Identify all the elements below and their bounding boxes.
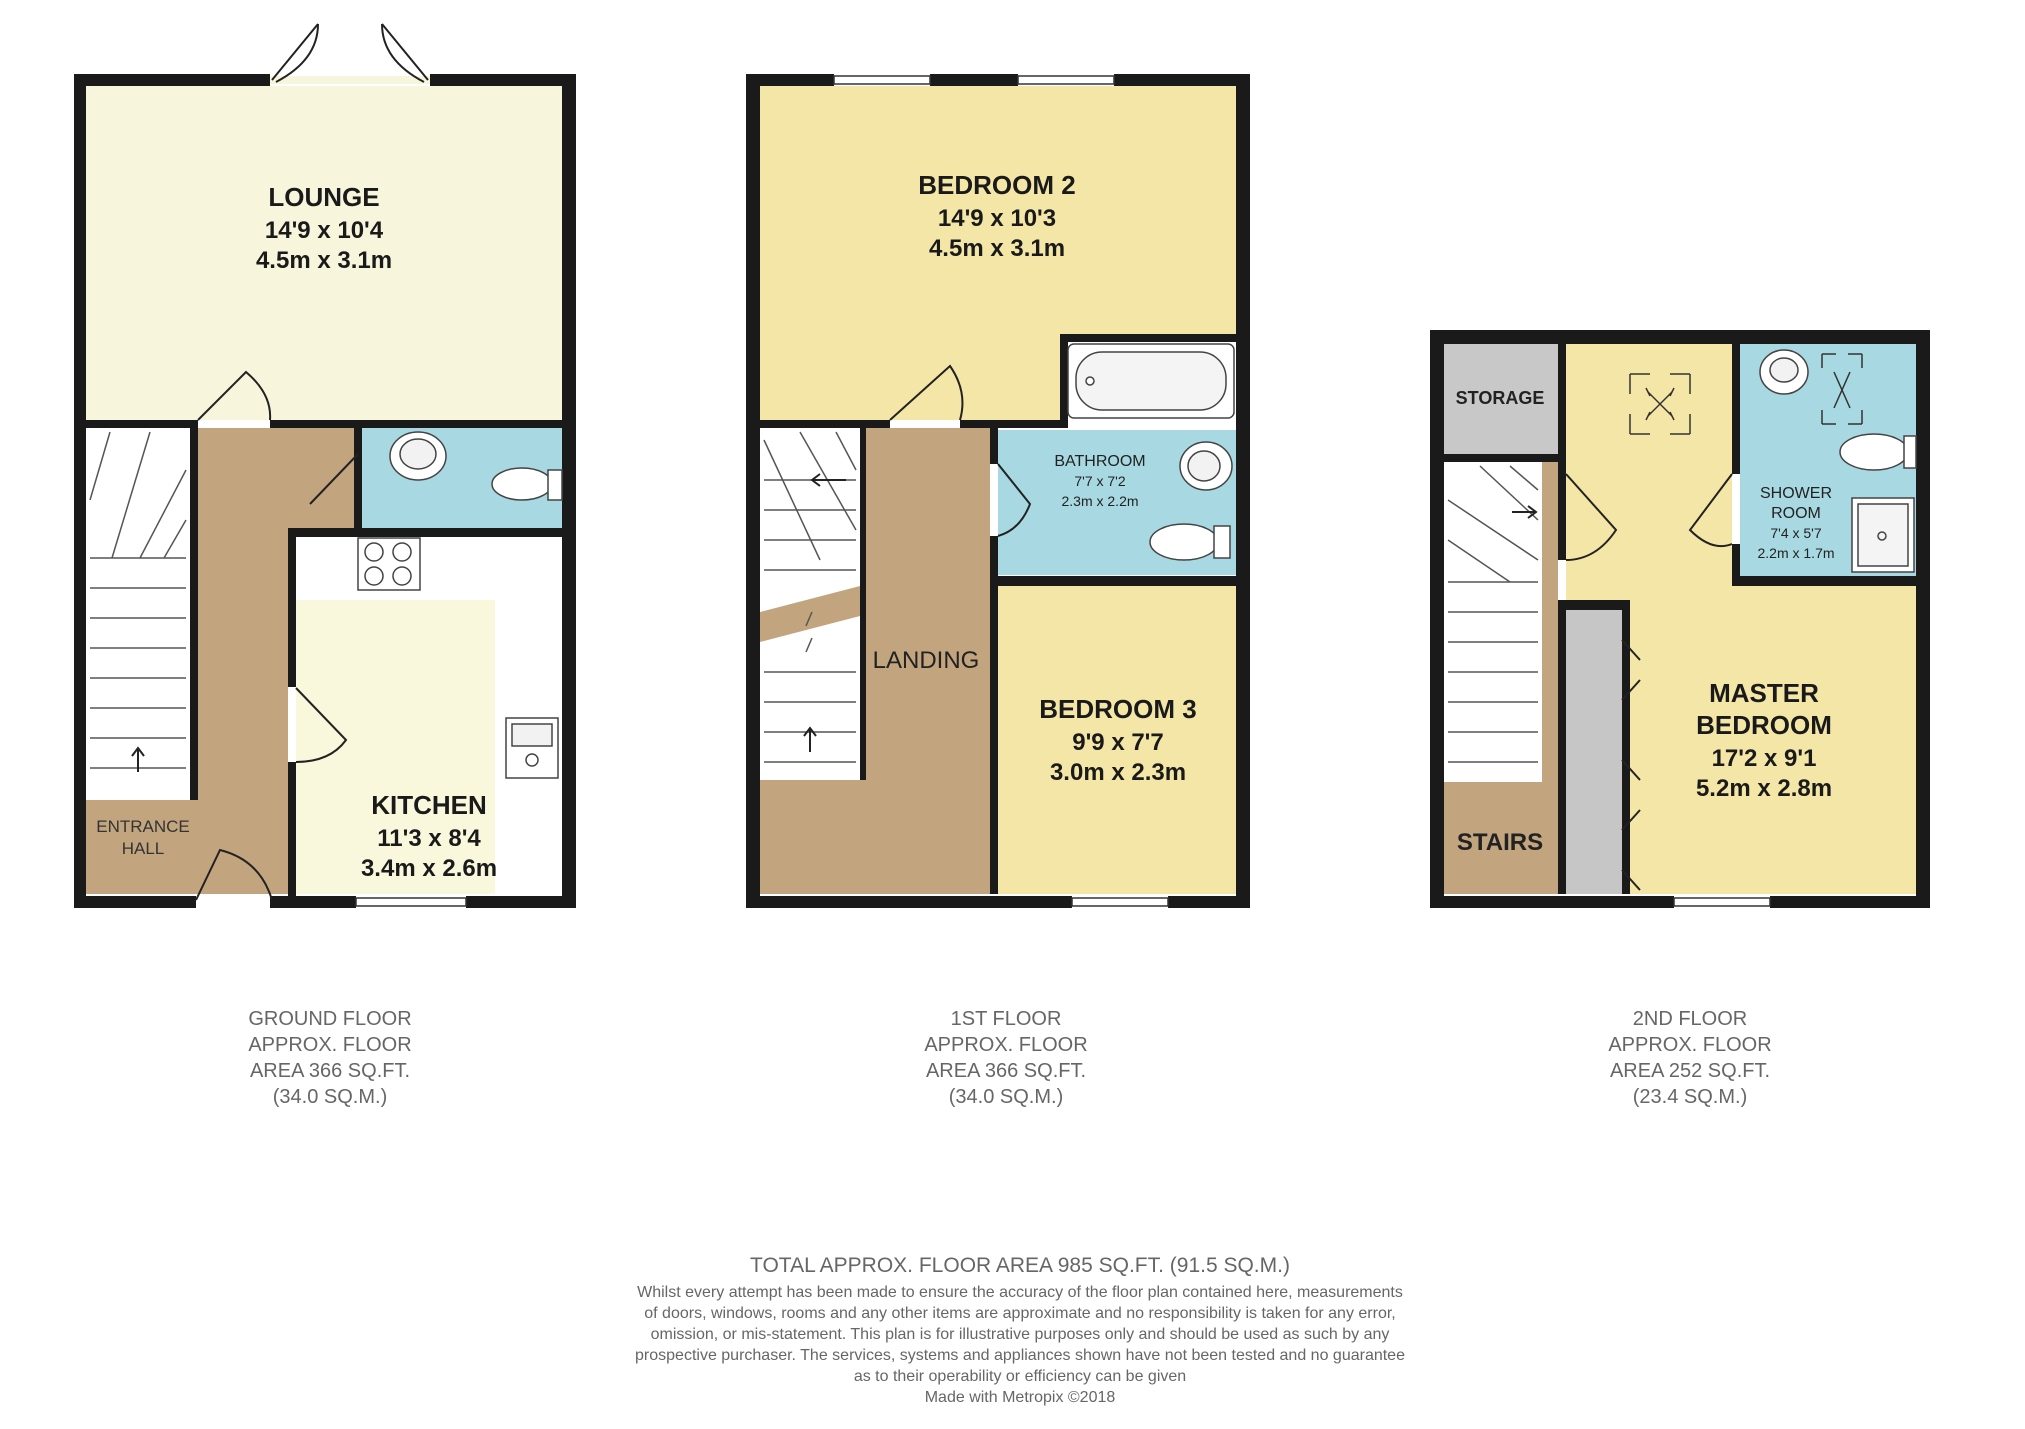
lounge-name: LOUNGE <box>268 182 380 212</box>
disclaimer <box>500 1282 1540 1408</box>
master-bedroom-line1: MASTER <box>1709 678 1819 708</box>
disclaimer-line: prospective purchaser. The services, systems and appliances shown have not been tested and no guarantee <box>635 1347 1405 1364</box>
landing-name: LANDING <box>872 647 980 674</box>
second-floor-caption <box>1560 1006 1820 1110</box>
master-bedroom-metric: 5.2m x 2.8m <box>1695 775 1833 802</box>
kitchen-metric: 3.4m x 2.6m <box>360 855 498 882</box>
lounge-imperial: 14'9 x 10'4 <box>264 217 384 244</box>
storage-name: STORAGE <box>1455 388 1545 408</box>
bathroom-name: BATHROOM <box>1054 453 1146 470</box>
shower-room-imperial: 7'4 x 5'7 <box>1770 525 1822 541</box>
bedroom-3-metric: 3.0m x 2.3m <box>1049 759 1187 786</box>
ground-stairs <box>86 428 190 798</box>
bedroom-2-metric: 4.5m x 3.1m <box>928 235 1066 262</box>
master-bedroom-line2: BEDROOM <box>1696 710 1832 740</box>
bathroom-metric: 2.3m x 2.2m <box>1061 493 1139 509</box>
total-floor-area: TOTAL APPROX. FLOOR AREA 985 SQ.FT. (91.5 SQ.M.) <box>750 1254 1290 1277</box>
second-floor-plan <box>1430 330 1930 908</box>
bedroom-2-imperial: 14'9 x 10'3 <box>937 205 1057 232</box>
entrance-hall-line1: ENTRANCE <box>96 817 190 836</box>
kitchen-name: KITCHEN <box>371 790 487 820</box>
shower-room-line1: SHOWER <box>1760 485 1832 502</box>
caption-line: APPROX. FLOOR <box>924 1034 1088 1056</box>
shower-toilet-icon <box>1840 434 1908 470</box>
first-floor-caption <box>876 1006 1136 1110</box>
stairs-name: STAIRS <box>1456 829 1544 856</box>
shower-room-line2: ROOM <box>1771 505 1821 522</box>
bedroom-2-name: BEDROOM 2 <box>918 170 1076 200</box>
caption-line: APPROX. FLOOR <box>248 1034 412 1056</box>
caption-line: AREA 366 SQ.FT. <box>925 1060 1087 1082</box>
shower-room-metric: 2.2m x 1.7m <box>1757 545 1835 561</box>
caption-line: AREA 366 SQ.FT. <box>249 1060 411 1082</box>
bathroom-imperial: 7'7 x 7'2 <box>1074 473 1126 489</box>
ground-floor-plan <box>74 24 576 908</box>
disclaimer-line: as to their operability or efficiency can be given <box>853 1368 1187 1385</box>
caption-line: 2ND FLOOR <box>1632 1008 1748 1030</box>
lounge-metric: 4.5m x 3.1m <box>255 247 393 274</box>
plan-footer <box>500 1254 1540 1408</box>
caption-line: APPROX. FLOOR <box>1608 1034 1772 1056</box>
caption-line: AREA 252 SQ.FT. <box>1609 1060 1771 1082</box>
disclaimer-line: Made with Metropix ©2018 <box>924 1389 1116 1406</box>
caption-line: (34.0 SQ.M.) <box>948 1086 1064 1108</box>
wc-toilet-icon <box>492 468 552 500</box>
caption-line: (23.4 SQ.M.) <box>1632 1086 1748 1108</box>
caption-line: GROUND FLOOR <box>248 1008 412 1030</box>
wardrobe-floor <box>1566 610 1622 894</box>
disclaimer-line: Whilst every attempt has been made to ensure the accuracy of the floor plan contained here, measurements <box>637 1284 1403 1301</box>
caption-line: 1ST FLOOR <box>950 1008 1062 1030</box>
entrance-hall-line2: HALL <box>121 839 165 858</box>
ground-floor-caption <box>200 1006 460 1110</box>
disclaimer-line: of doors, windows, rooms and any other items are approximate and no responsibility is taken for any error, <box>644 1305 1396 1322</box>
master-bedroom-imperial: 17'2 x 9'1 <box>1711 745 1817 772</box>
disclaimer-line: omission, or mis-statement. This plan is for illustrative purposes only and should be used as such by any <box>650 1326 1390 1343</box>
kitchen-imperial: 11'3 x 8'4 <box>377 825 481 852</box>
bedroom-3-name: BEDROOM 3 <box>1039 694 1197 724</box>
bedroom-3-imperial: 9'9 x 7'7 <box>1072 729 1164 756</box>
caption-line: (34.0 SQ.M.) <box>272 1086 388 1108</box>
bathroom-toilet-icon <box>1150 524 1218 560</box>
